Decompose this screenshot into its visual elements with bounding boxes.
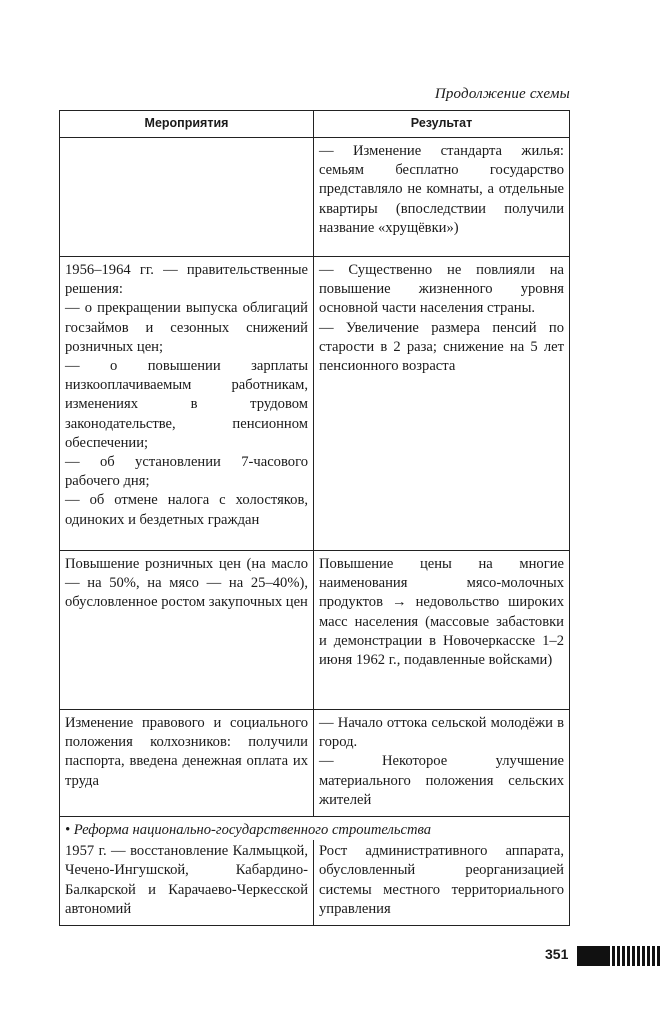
measure-line: — о прекращении выпуска облигаций госзаймов и сезонных снижений розничных цен; bbox=[65, 300, 308, 355]
measure-line: — об отмене налога с холостяков, одиноких и бездетных граждан bbox=[65, 492, 308, 528]
measure-line: — о повышении зарплаты низкооплачиваемым работникам, изменениях в трудовом законодательстве, пенсионном обеспечении; bbox=[65, 358, 308, 451]
column-header-measures: Мероприятия bbox=[60, 111, 314, 138]
measure-cell bbox=[60, 710, 314, 817]
measure-cell bbox=[60, 138, 314, 257]
measure-line: Изменение правового и социального положения колхозников: получили паспорта, введена денежная оплата их труда bbox=[65, 715, 308, 789]
result-line: — Изменение стандарта жилья: семьям бесплатно государство представляло не комнаты, а отдельные квартиры (впоследствии получили название «хрущёвки») bbox=[319, 143, 564, 236]
reform-title-cell bbox=[60, 817, 570, 841]
measure-line: Повышение розничных цен (на масло — на 50%, на мясо — на 25–40%), обусловленное ростом закупочных цен bbox=[65, 556, 308, 611]
table-row bbox=[60, 710, 570, 817]
marker-stripes bbox=[607, 946, 660, 966]
page-edge-marker bbox=[577, 946, 660, 966]
measure-line: 1957 г. — восстановление Калмыцкой, Чечено-Ингушской, Кабардино-Балкарской и Карачаево-Черкесской автономий bbox=[65, 843, 308, 917]
reform-title: • Реформа национально-государственного строительства bbox=[65, 822, 432, 839]
result-line: — Начало оттока сельской молодёжи в город. bbox=[319, 715, 564, 751]
table-row bbox=[60, 551, 570, 710]
table-row bbox=[60, 138, 570, 257]
reform-title-row bbox=[60, 817, 570, 841]
result-cell bbox=[314, 257, 570, 551]
column-header-results: Результат bbox=[314, 111, 570, 138]
result-line: Рост административного аппарата, обусловленный реорганизацией системы местного территориального управления bbox=[319, 843, 564, 917]
result-line: — Увеличение размера пенсий по старости в 2 раза; снижение на 5 лет пенсионного возраста bbox=[319, 319, 564, 375]
measure-cell bbox=[60, 257, 314, 551]
table-row bbox=[60, 840, 570, 925]
result-cell bbox=[314, 138, 570, 257]
result-line: — Существенно не повлияли на повышение жизненного уровня основной части населения страны. bbox=[319, 262, 564, 317]
measure-line: 1956–1964 гг. — правительственные решения: bbox=[65, 262, 308, 298]
table-header-row bbox=[60, 111, 570, 138]
page-number: 351 bbox=[545, 946, 569, 962]
measure-cell bbox=[60, 551, 314, 710]
result-cell bbox=[314, 551, 570, 710]
measure-cell bbox=[60, 840, 314, 925]
reform-table bbox=[59, 110, 570, 926]
measure-line: — об установлении 7-часового рабочего дня; bbox=[65, 454, 308, 490]
table-row bbox=[60, 257, 570, 551]
result-cell bbox=[314, 710, 570, 817]
result-line: Повышение цены на многие наименования мясо-молочных продуктов → недовольство широких масс населения (массовые забастовки и демонстрации в Новочеркасске 1–2 июня 1962 г., подавленные войсками) bbox=[319, 556, 564, 669]
result-line: — Некоторое улучшение материального положения сельских жителей bbox=[319, 753, 564, 808]
result-cell bbox=[314, 840, 570, 925]
continuation-caption: Продолжение схемы bbox=[434, 86, 570, 102]
marker-solid-block bbox=[577, 946, 607, 966]
